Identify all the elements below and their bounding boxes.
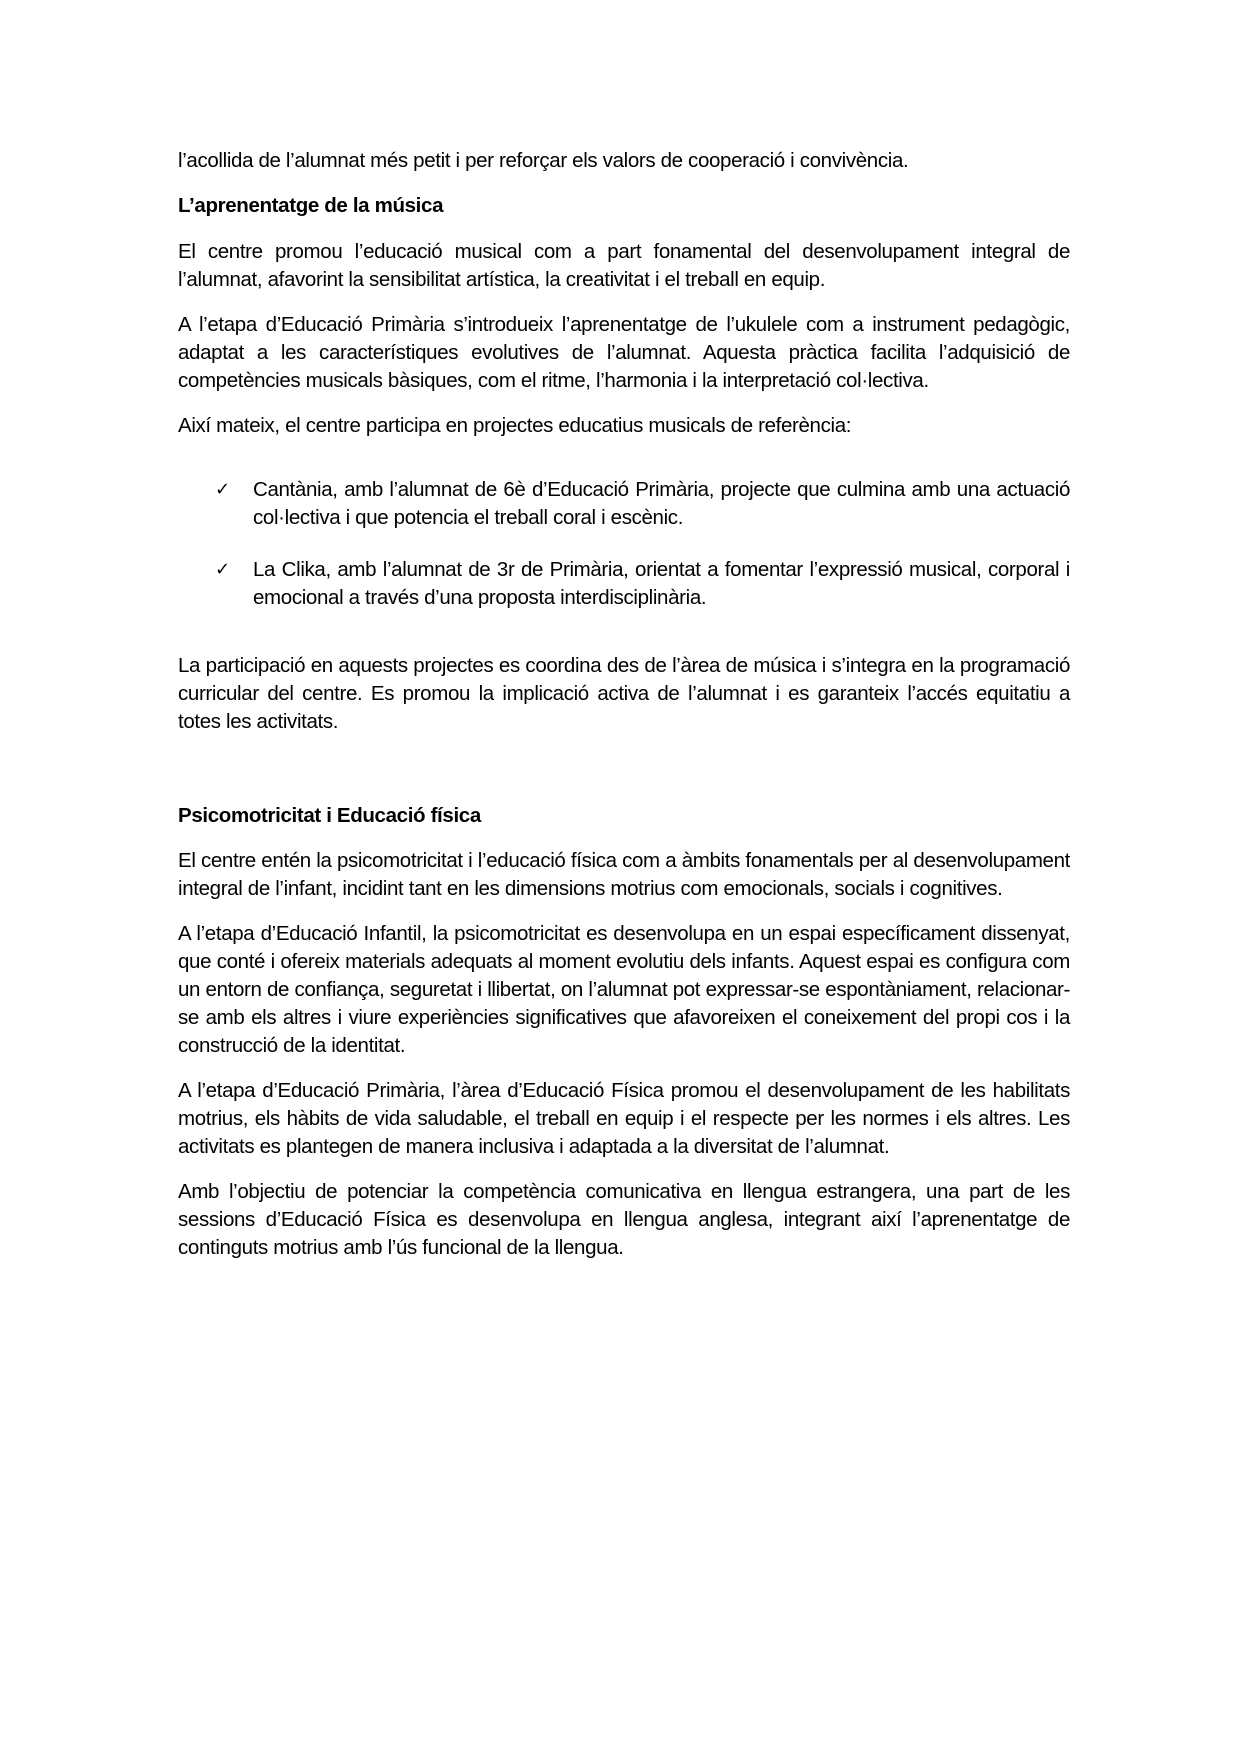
- section-physical-education: [178, 802, 1070, 1262]
- pe-paragraph-3: A l’etapa d’Educació Primària, l’àrea d’Educació Física promou el desenvolupament de les habilitats motrius, els hàbits de vida saludable, el treball en equip i el respecte per les normes i els altres. Les activitats es plantegen de manera inclusiva i adaptada a la diversitat de l’alumnat.: [178, 1079, 1070, 1158]
- list-item-la-clika: [178, 556, 1070, 612]
- music-paragraph-1: El centre promou l’educació musical com a part fonamental del desenvolupament integral de l’alumnat, afavorint la sensibilitat artística, la creativitat i el treball en equip.: [178, 240, 1070, 291]
- list-item-text: Cantània, amb l’alumnat de 6è d’Educació Primària, projecte que culmina amb una actuació col·lectiva i que potencia el treball coral i escènic.: [253, 478, 1070, 529]
- checkmark-icon: ✓: [215, 559, 230, 580]
- section-heading-physical-education: Psicomotricitat i Educació física: [178, 804, 481, 827]
- pe-paragraph-4: Amb l’objectiu de potenciar la competència comunicativa en llengua estrangera, una part de les sessions d’Educació Física es desenvolupa en llengua anglesa, integrant així l’aprenentatge de continguts motrius amb l’ús funcional de la llengua.: [178, 1180, 1070, 1259]
- section-heading-music: L’aprenentatge de la música: [178, 194, 444, 217]
- list-item-cantania: [178, 476, 1070, 532]
- music-paragraph-2: A l’etapa d’Educació Primària s’introdueix l’aprenentatge de l’ukulele com a instrument pedagògic, adaptat a les característiques evolutives de l’alumnat. Aquesta pràctica facilita l’adquisició de competències musicals bàsiques, com el ritme, l’harmonia i la interpretació col·lectiva.: [178, 313, 1070, 392]
- music-projects-list: [178, 476, 1070, 612]
- list-item-text: La Clika, amb l’alumnat de 3r de Primària, orientat a fomentar l’expressió musical, corporal i emocional a través d’una proposta interdisciplinària.: [253, 558, 1070, 609]
- intro-continuation-paragraph: l’acollida de l’alumnat més petit i per reforçar els valors de cooperació i convivència.: [178, 149, 909, 172]
- music-closing-paragraph: La participació en aquests projectes es coordina des de l’àrea de música i s’integra en la programació curricular del centre. Es promou la implicació activa de l’alumnat i es garanteix l’accés equitatiu a totes les activitats.: [178, 654, 1070, 733]
- pe-paragraph-2: A l’etapa d’Educació Infantil, la psicomotricitat es desenvolupa en un espai específicament dissenyat, que conté i ofereix materials adequats al moment evolutiu dels infants. Aquest espai es configura com un entorn de confiança, seguretat i llibertat, on l’alumnat pot expressar-se espontàniament, relacionar-se amb els altres i viure experiències significatives que afavoreixen el coneixement del propi cos i la construcció de la identitat.: [178, 922, 1070, 1057]
- pe-paragraph-1: El centre entén la psicomotricitat i l’educació física com a àmbits fonamentals per al desenvolupament integral de l’infant, incidint tant en les dimensions motrius com emocionals, socials i cognitives.: [178, 849, 1070, 900]
- document-page: [178, 147, 1070, 1262]
- music-paragraph-3: Així mateix, el centre participa en projectes educatius musicals de referència:: [178, 414, 852, 437]
- section-music: [178, 192, 1070, 736]
- checkmark-icon: ✓: [215, 479, 230, 500]
